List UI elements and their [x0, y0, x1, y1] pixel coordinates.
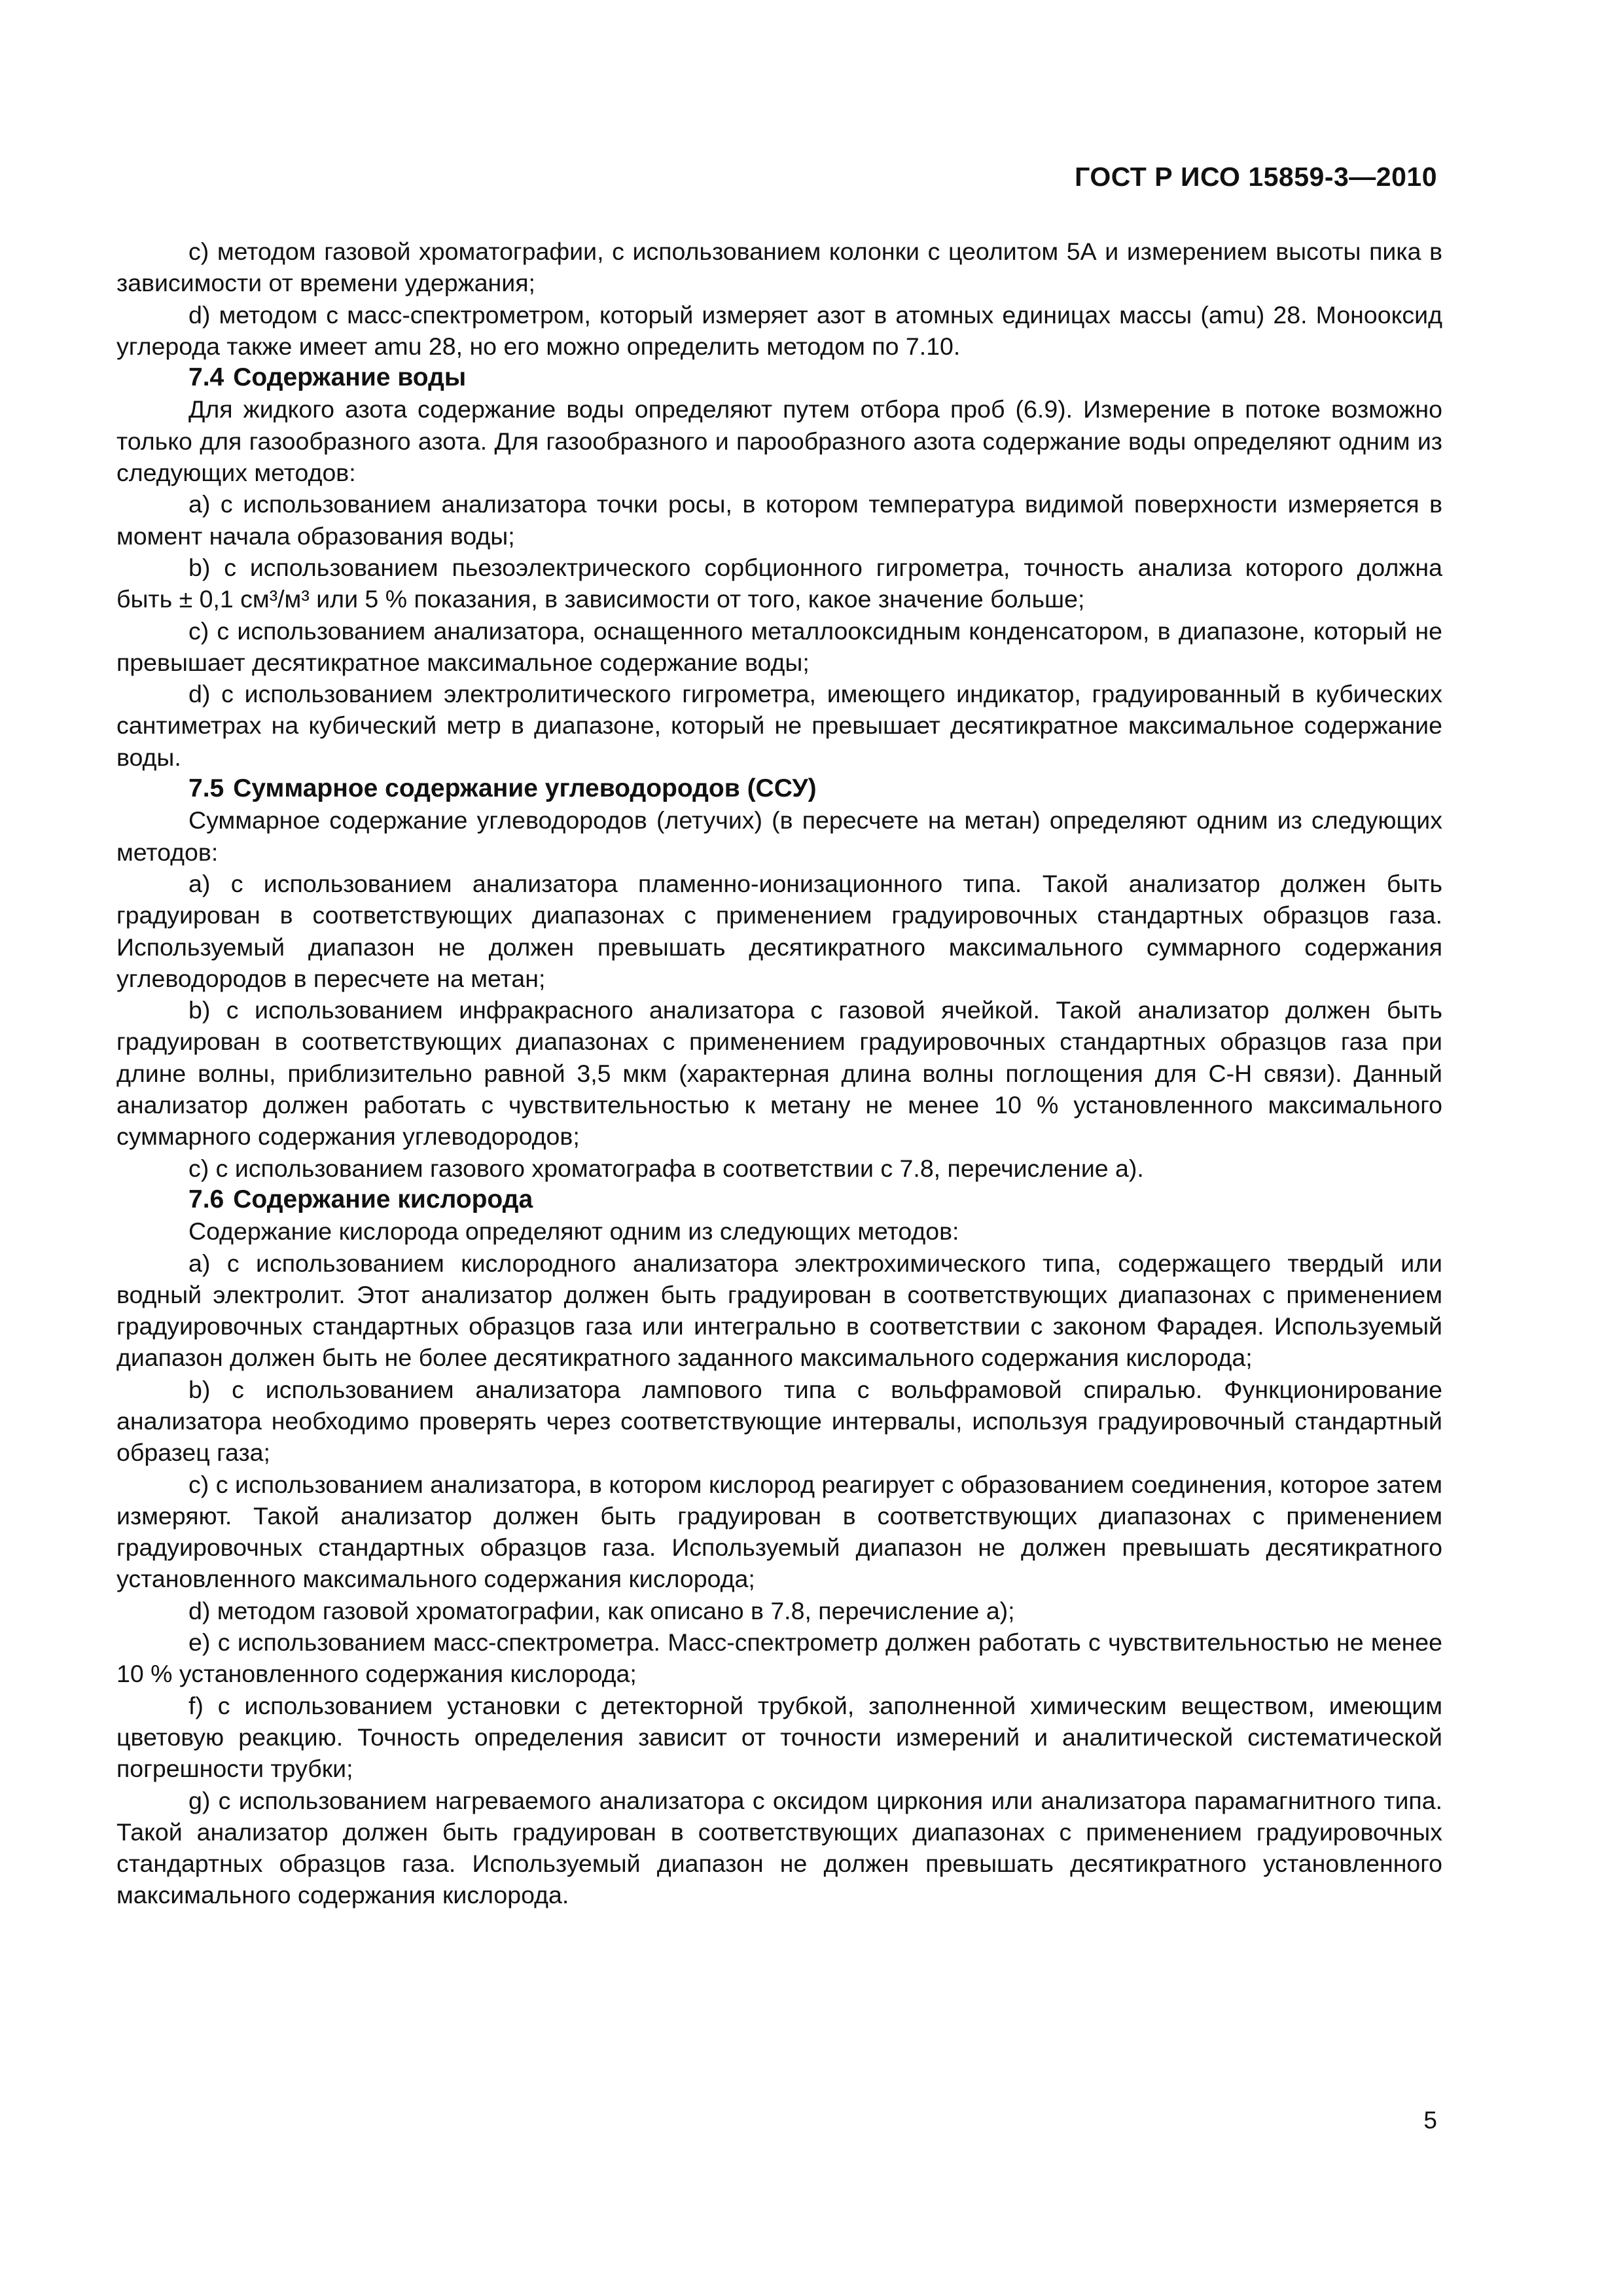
- list-item: а) с использованием анализатора пламенно-ионизационного типа. Такой анализатор должен быть градуирован в соответствующих диапазонах с применением градуировочных стандартных образцов газа. Используемый диапазон не должен превышать десятикратного максимального суммарного содержания углеводородов в пересчете на метан;: [116, 869, 1442, 992]
- paragraph: Для жидкого азота содержание воды определяют путем отбора проб (6.9). Измерение в потоке возможно только для газообразного азота. Для газообразного и парообразного азота содержание воды определяют одним из следующих методов:: [116, 395, 1442, 487]
- list-item: b) с использованием пьезоэлектрического сорбционного гигрометра, точность анализа которого должна быть ± 0,1 см³/м³ или 5 % показания, в зависимости от того, какое значение больше;: [116, 553, 1442, 613]
- section-heading-7-6: [116, 1184, 1442, 1215]
- section-heading-7-5: [116, 773, 1442, 804]
- list-item: с) с использованием газового хроматографа в соответствии с 7.8, перечисление а).: [188, 1154, 1144, 1182]
- list-item: g) с использованием нагреваемого анализатора с оксидом циркония или анализатора парамагнитного типа. Такой анализатор должен быть градуирован в соответствующих диапазонах с применением градуировочных стандартных образцов газа. Используемый диапазон не должен превышать десятикратного установленного максимального содержания кислорода.: [116, 1786, 1442, 1909]
- document-designation: ГОСТ Р ИСО 15859-3—2010: [1075, 162, 1437, 192]
- list-item: b) с использованием анализатора лампового типа с вольфрамовой спиралью. Функционирование анализатора необходимо проверять через соответствующие интервалы, используя градуировочный стандартный образец газа;: [116, 1375, 1442, 1467]
- list-item: а) с использованием кислородного анализатора электрохимического типа, содержащего твердый или водный электролит. Этот анализатор должен быть градуирован в соответствующих диапазонах с применением градуировочных стандартных образцов газа или интегрально в соответствии с законом Фарадея. Используемый диапазон должен быть не более десятикратного заданного максимального содержания кислорода;: [116, 1249, 1442, 1372]
- document-body: [116, 236, 1442, 1911]
- paragraph: Суммарное содержание углеводородов (летучих) (в пересчете на метан) определяют одним из следующих методов:: [116, 806, 1442, 866]
- list-item: с) с использованием анализатора, оснащенного металлооксидным конденсатором, в диапазоне, который не превышает десятикратное максимальное содержание воды;: [116, 617, 1442, 676]
- section-number: 7.5: [188, 774, 224, 803]
- section-title: Содержание кислорода: [233, 1185, 533, 1213]
- list-item: е) с использованием масс-спектрометра. Масс-спектрометр должен работать с чувствительностью не менее 10 % установленного содержания кислорода;: [116, 1628, 1442, 1688]
- section-number: 7.4: [188, 363, 224, 392]
- list-item: а) с использованием анализатора точки росы, в котором температура видимой поверхности измеряется в момент начала образования воды;: [116, 490, 1442, 550]
- list-item: d) с использованием электролитического гигрометра, имеющего индикатор, градуированный в кубических сантиметрах на кубический метр в диапазоне, который не превышает десятикратное максимальное содержание воды.: [116, 680, 1442, 771]
- list-item: с) с использованием анализатора, в котором кислород реагирует с образованием соединения, которое затем измеряют. Такой анализатор должен быть градуирован в соответствующих диапазонах с применением градуировочных стандартных образцов газа. Используемый диапазон не должен превышать десятикратного установленного максимального содержания кислорода;: [116, 1470, 1442, 1593]
- section-title: Содержание воды: [233, 363, 467, 392]
- page-number: 5: [1423, 2107, 1437, 2134]
- paragraph: Содержание кислорода определяют одним из следующих методов:: [188, 1217, 959, 1246]
- section-title: Суммарное содержание углеводородов (ССУ): [233, 774, 817, 803]
- section-number: 7.6: [188, 1185, 224, 1213]
- item-d-mass-spectrometer: d) методом с масс-спектрометром, который измеряет азот в атомных единицах массы (amu) 28. Монооксид углерода также имеет amu 28, но его можно определить методом по 7.10.: [116, 300, 1442, 360]
- list-item: f) с использованием установки с детекторной трубкой, заполненной химическим веществом, имеющим цветовую реакцию. Точность определения зависит от точности измерений и аналитической систематической погрешности трубки;: [116, 1691, 1442, 1783]
- item-c-gas-chromatography: с) методом газовой хроматографии, с использованием колонки с цеолитом 5А и измерением высоты пика в зависимости от времени удержания;: [116, 238, 1442, 297]
- section-heading-7-4: [116, 362, 1442, 393]
- list-item: d) методом газовой хроматографии, как описано в 7.8, перечисление а);: [188, 1596, 1015, 1624]
- list-item: b) с использованием инфракрасного анализатора с газовой ячейкой. Такой анализатор должен быть градуирован в соответствующих диапазонах с применением градуировочных стандартных образцов газа при длине волны, приблизительно равной 3,5 мкм (характерная длина волны поглощения для С-Н связи). Данный анализатор должен работать с чувствительностью к метану не менее 10 % установленного максимального суммарного содержания углеводородов;: [116, 996, 1442, 1151]
